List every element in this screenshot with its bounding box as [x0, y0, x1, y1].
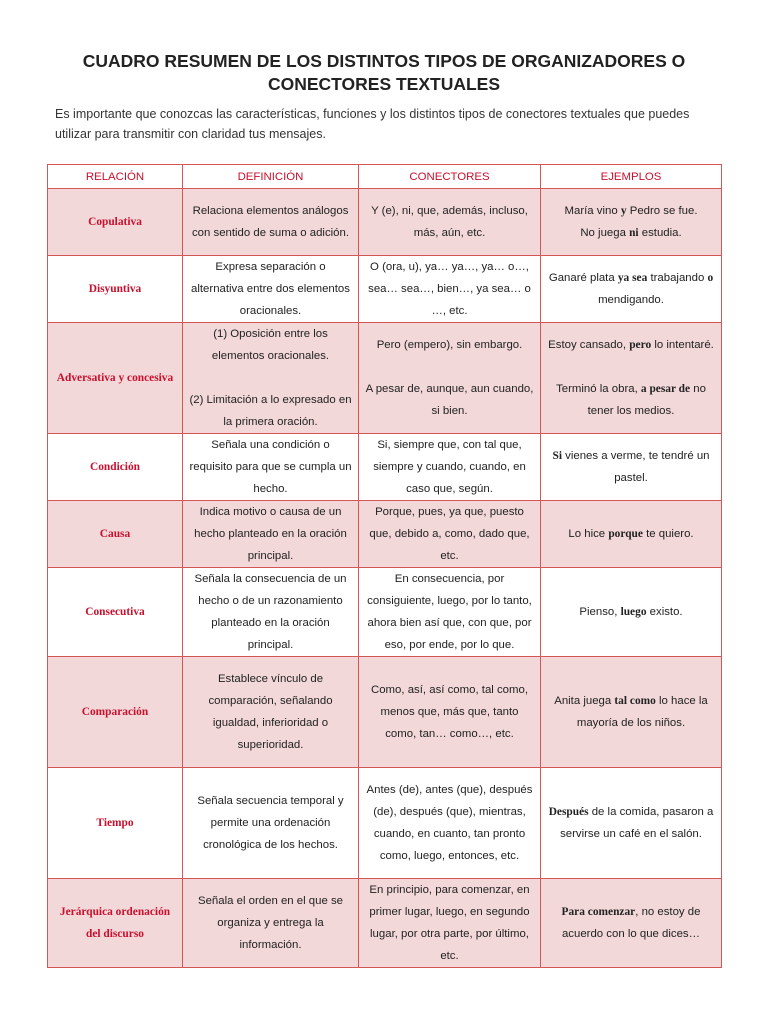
cell-ejemplo: [541, 657, 722, 768]
example-text: Ganaré plata: [548, 272, 618, 284]
cell-conectores: En consecuencia, por consiguiente, luego, por lo tanto, ahora bien así que, con que, por eso, por ende, por lo que.: [359, 568, 541, 657]
example-text: Pienso,: [579, 606, 621, 618]
example-text: te quiero.: [642, 528, 694, 540]
cell-definicion: Establece vínculo de comparación, señalando igualdad, inferioridad o superioridad.: [183, 657, 359, 768]
header-conectores: CONECTORES: [359, 165, 541, 189]
cell-definicion: Señala el orden en el que se organiza y entrega la información.: [183, 879, 359, 968]
cell-relacion: Condición: [48, 434, 183, 501]
example-connector: y: [620, 205, 627, 217]
example-connector: pero: [629, 339, 652, 351]
cell-conectores: [359, 323, 541, 434]
cell-relacion: Disyuntiva: [48, 256, 183, 323]
example-text: Estoy cansado,: [548, 339, 630, 351]
example-text: Terminó la obra,: [556, 383, 641, 395]
table-header-row: [48, 165, 722, 189]
page-title: CUADRO RESUMEN DE LOS DISTINTOS TIPOS DE ORGANIZADORES O CONECTORES TEXTUALES: [82, 51, 686, 94]
cell-relacion: Jerárquica ordenación del discurso: [48, 879, 183, 968]
example-text: Pedro se fue.: [626, 205, 698, 217]
table-row: [48, 568, 722, 657]
connectors-part: Pero (empero), sin embargo.: [376, 339, 523, 351]
example-text: de la comida, pasaron a servirse un café en el salón.: [560, 806, 714, 840]
example-text: existo.: [646, 606, 683, 618]
example-text: Lo hice: [568, 528, 609, 540]
cell-definicion: Expresa separación o alternativa entre dos elementos oracionales.: [183, 256, 359, 323]
example-text: María vino: [564, 205, 621, 217]
cell-conectores: Si, siempre que, con tal que, siempre y cuando, cuando, en caso que, según.: [359, 434, 541, 501]
table-row: [48, 657, 722, 768]
cell-ejemplo: [541, 568, 722, 657]
example-text: vienes a verme, te tendré un pastel.: [561, 450, 710, 484]
cell-definicion: [183, 323, 359, 434]
example-connector: a pesar de: [640, 383, 691, 395]
cell-relacion: Adversativa y concesiva: [48, 323, 183, 434]
example-connector: Para comenzar: [561, 906, 636, 918]
connectors-table: [47, 164, 722, 968]
definition-part: (1) Oposición entre los elementos oracionales.: [211, 328, 330, 362]
cell-relacion: Copulativa: [48, 189, 183, 256]
example-connector: ya sea: [617, 272, 648, 284]
table-row: [48, 768, 722, 879]
example-text: mendigando.: [598, 294, 664, 306]
cell-definicion: Indica motivo o causa de un hecho planteado en la oración principal.: [183, 501, 359, 568]
example-text: estudia.: [638, 227, 682, 239]
example-connector: Si: [552, 450, 562, 462]
cell-conectores: Y (e), ni, que, además, incluso, más, aún, etc.: [359, 189, 541, 256]
example-text: Anita juega: [554, 695, 615, 707]
header-definicion: DEFINICIÓN: [183, 165, 359, 189]
example-connector: luego: [620, 606, 647, 618]
example-connector: porque: [608, 528, 643, 540]
example-connector: o: [707, 272, 714, 284]
cell-conectores: En principio, para comenzar, en primer lugar, luego, en segundo lugar, por otra parte, por último, etc.: [359, 879, 541, 968]
table-row: [48, 879, 722, 968]
cell-definicion: Señala la consecuencia de un hecho o de un razonamiento planteado en la oración principal.: [183, 568, 359, 657]
cell-definicion: Relaciona elementos análogos con sentido de suma o adición.: [183, 189, 359, 256]
definition-part: (2) Limitación a lo expresado en la primera oración.: [189, 394, 352, 428]
cell-ejemplo: [541, 189, 722, 256]
example-text: lo intentaré.: [651, 339, 714, 351]
cell-ejemplo: [541, 768, 722, 879]
example-text: , no estoy de acuerdo con lo que dices…: [561, 906, 701, 940]
cell-definicion: Señala secuencia temporal y permite una ordenación cronológica de los hechos.: [183, 768, 359, 879]
cell-conectores: O (ora, u), ya… ya…, ya… o…, sea… sea…, bien…, ya sea… o …, etc.: [359, 256, 541, 323]
header-ejemplos: EJEMPLOS: [541, 165, 722, 189]
table-row: [48, 256, 722, 323]
cell-ejemplo: [541, 323, 722, 434]
table-row: [48, 434, 722, 501]
connectors-part: A pesar de, aunque, aun cuando, si bien.: [365, 383, 534, 417]
example-text: trabajando: [647, 272, 708, 284]
cell-relacion: Consecutiva: [48, 568, 183, 657]
header-relacion: RELACIÓN: [48, 165, 183, 189]
cell-definicion: Señala una condición o requisito para que se cumpla un hecho.: [183, 434, 359, 501]
table-row: [48, 323, 722, 434]
cell-ejemplo: [541, 879, 722, 968]
example-connector: tal como: [614, 695, 656, 707]
cell-conectores: Como, así, así como, tal como, menos que, más que, tanto como, tan… como…, etc.: [359, 657, 541, 768]
cell-ejemplo: [541, 434, 722, 501]
cell-relacion: Tiempo: [48, 768, 183, 879]
table-row: [48, 189, 722, 256]
table-row: [48, 501, 722, 568]
example-connector: Después: [548, 806, 589, 818]
cell-ejemplo: [541, 501, 722, 568]
cell-conectores: Porque, pues, ya que, puesto que, debido a, como, dado que, etc.: [359, 501, 541, 568]
example-text: no tener los medios.: [587, 383, 706, 417]
cell-ejemplo: [541, 256, 722, 323]
cell-conectores: Antes (de), antes (que), después (de), después (que), mientras, cuando, en cuanto, tan pronto como, luego, entonces, etc.: [359, 768, 541, 879]
example-text: lo hace la mayoría de los niños.: [576, 695, 708, 729]
cell-relacion: Comparación: [48, 657, 183, 768]
example-text: No juega: [580, 227, 630, 239]
example-connector: ni: [629, 227, 639, 239]
cell-relacion: Causa: [48, 501, 183, 568]
intro-paragraph: Es importante que conozcas las características, funciones y los distintos tipos de conectores textuales que puedes utilizar para transmitir con claridad tus mensajes.: [55, 107, 690, 141]
